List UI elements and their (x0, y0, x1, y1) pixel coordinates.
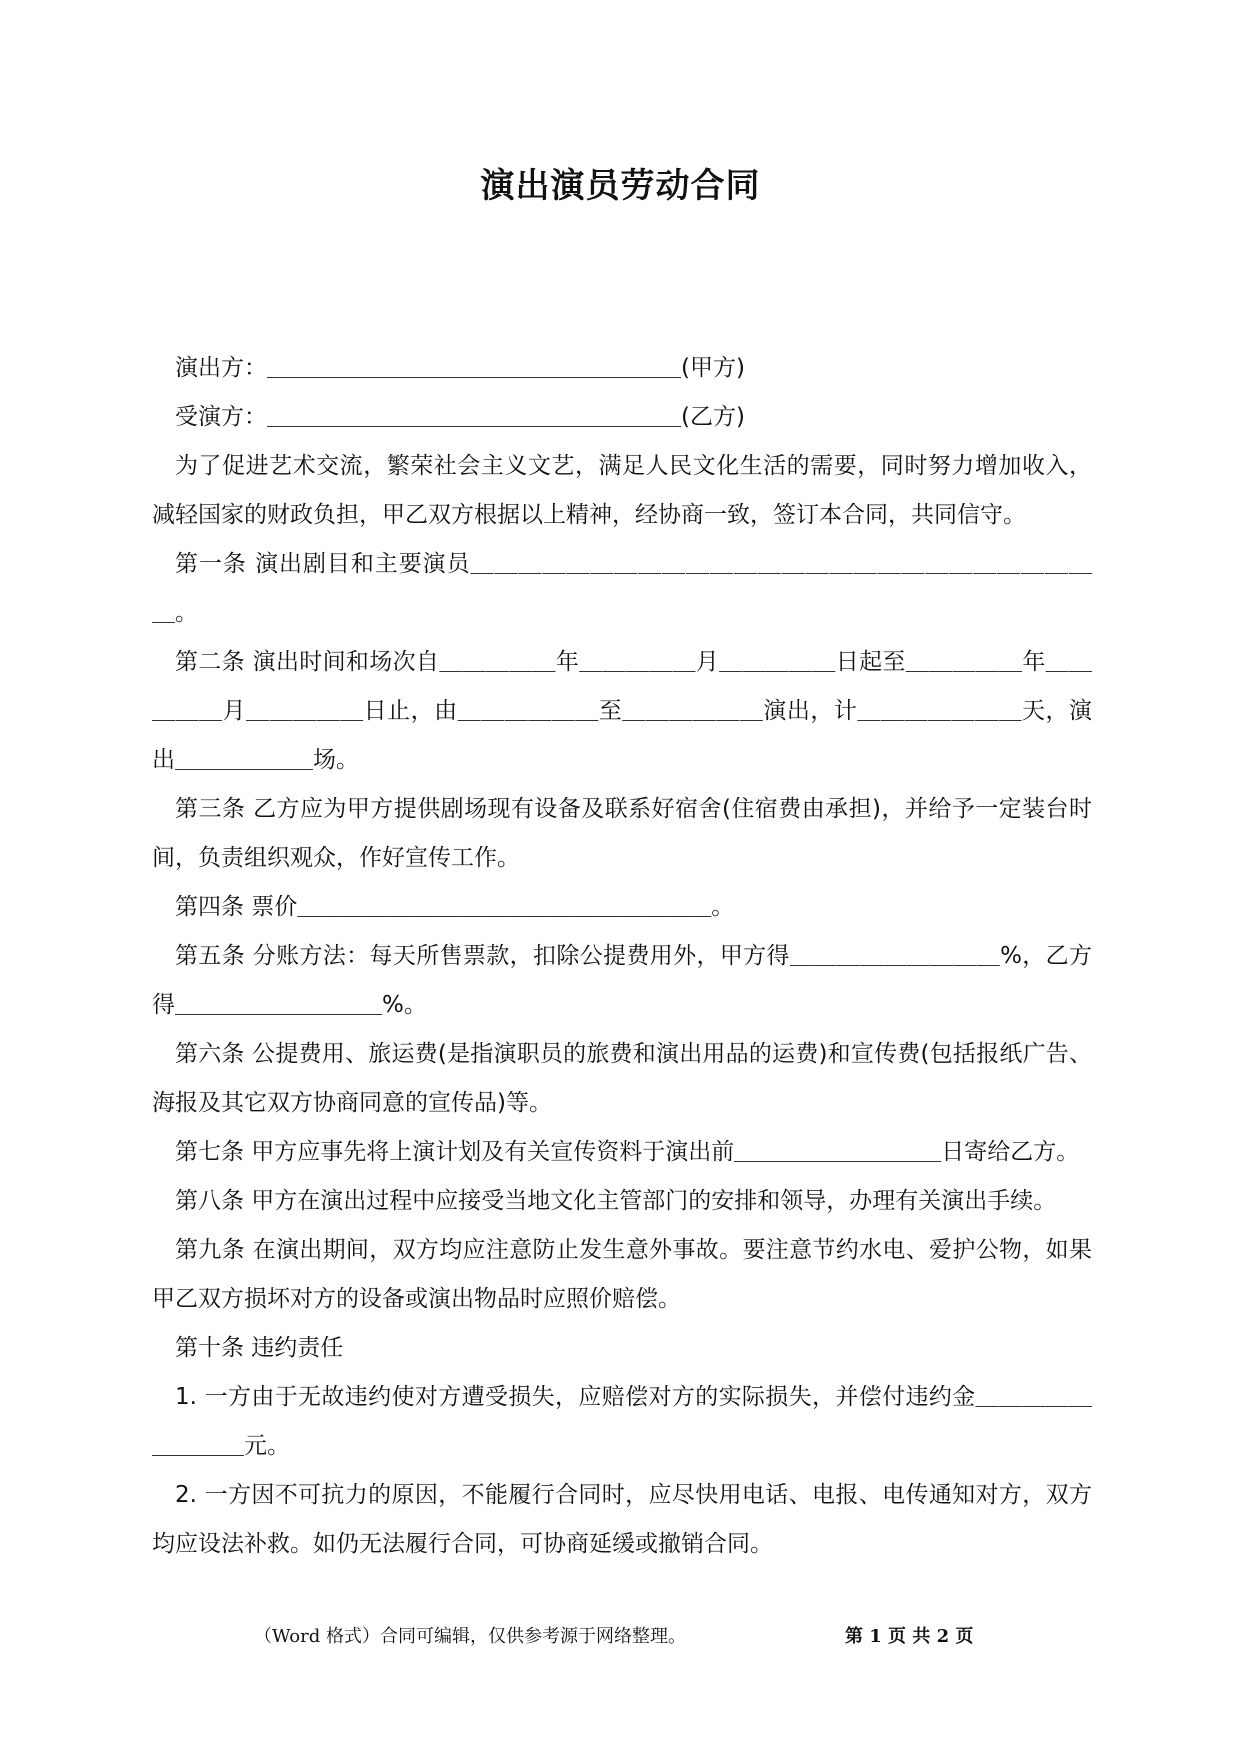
document-body (152, 344, 1092, 1569)
article-4: 第四条 票价＿＿＿＿＿＿＿＿＿＿＿＿＿＿＿＿＿＿。 (175, 894, 735, 920)
article-3: 第三条 乙方应为甲方提供剧场现有设备及联系好宿舍(住宿费由承担)，并给予一定装台时间，负责组织观众，作好宣传工作。 (152, 796, 1092, 871)
article-5: 第五条 分账方法：每天所售票款，扣除公提费用外，甲方得＿＿＿＿＿＿＿＿＿%，乙方得＿＿＿＿＿＿＿＿＿%。 (152, 943, 1092, 1018)
article-7: 第七条 甲方应事先将上演计划及有关宣传资料于演出前＿＿＿＿＿＿＿＿＿日寄给乙方。 (175, 1139, 1080, 1165)
article-9: 第九条 在演出期间，双方均应注意防止发生意外事故。要注意节约水电、爱护公物，如果甲乙双方损坏对方的设备或演出物品时应照价赔偿。 (152, 1237, 1092, 1312)
article-1: 第一条 演出剧目和主要演员＿＿＿＿＿＿＿＿＿＿＿＿＿＿＿＿＿＿＿＿＿＿＿＿＿＿＿。 (152, 551, 1092, 626)
preamble-paragraph: 为了促进艺术交流，繁荣社会主义文艺，满足人民文化生活的需要，同时努力增加收入，减轻国家的财政负担，甲乙双方根据以上精神，经协商一致，签订本合同，共同信守。 (152, 453, 1092, 528)
article-10-clause-1: 1. 一方由于无故违约使对方遭受损失，应赔偿对方的实际损失，并偿付违约金＿＿＿＿＿＿＿＿＿元。 (152, 1384, 1092, 1459)
article-6: 第六条 公提费用、旅运费(是指演职员的旅费和演出用品的运费)和宣传费(包括报纸广告、海报及其它双方协商同意的宣传品)等。 (152, 1041, 1092, 1116)
article-10-clause-2: 2. 一方因不可抗力的原因，不能履行合同时，应尽快用电话、电报、电传通知对方，双方均应设法补救。如仍无法履行合同，可协商延缓或撤销合同。 (152, 1482, 1092, 1557)
article-10-heading: 第十条 违约责任 (175, 1335, 344, 1361)
document-title: 演出演员劳动合同 (480, 166, 761, 206)
footer-note: （Word 格式）合同可编辑，仅供参考源于网络整理。 (254, 1626, 686, 1647)
article-8: 第八条 甲方在演出过程中应接受当地文化主管部门的安排和领导，办理有关演出手续。 (175, 1188, 1057, 1214)
article-2: 第二条 演出时间和场次自＿＿＿＿＿年＿＿＿＿＿月＿＿＿＿＿日起至＿＿＿＿＿年＿＿＿＿＿月＿＿＿＿＿日止，由＿＿＿＿＿＿至＿＿＿＿＿＿演出，计＿＿＿＿＿＿＿天，演出＿＿＿＿＿＿场。 (152, 649, 1092, 773)
party-b-line: 受演方：＿＿＿＿＿＿＿＿＿＿＿＿＿＿＿＿＿＿(乙方) (175, 404, 745, 430)
page-indicator: 第 1 页 共 2 页 (845, 1626, 974, 1647)
party-a-line: 演出方：＿＿＿＿＿＿＿＿＿＿＿＿＿＿＿＿＿＿(甲方) (175, 355, 745, 381)
